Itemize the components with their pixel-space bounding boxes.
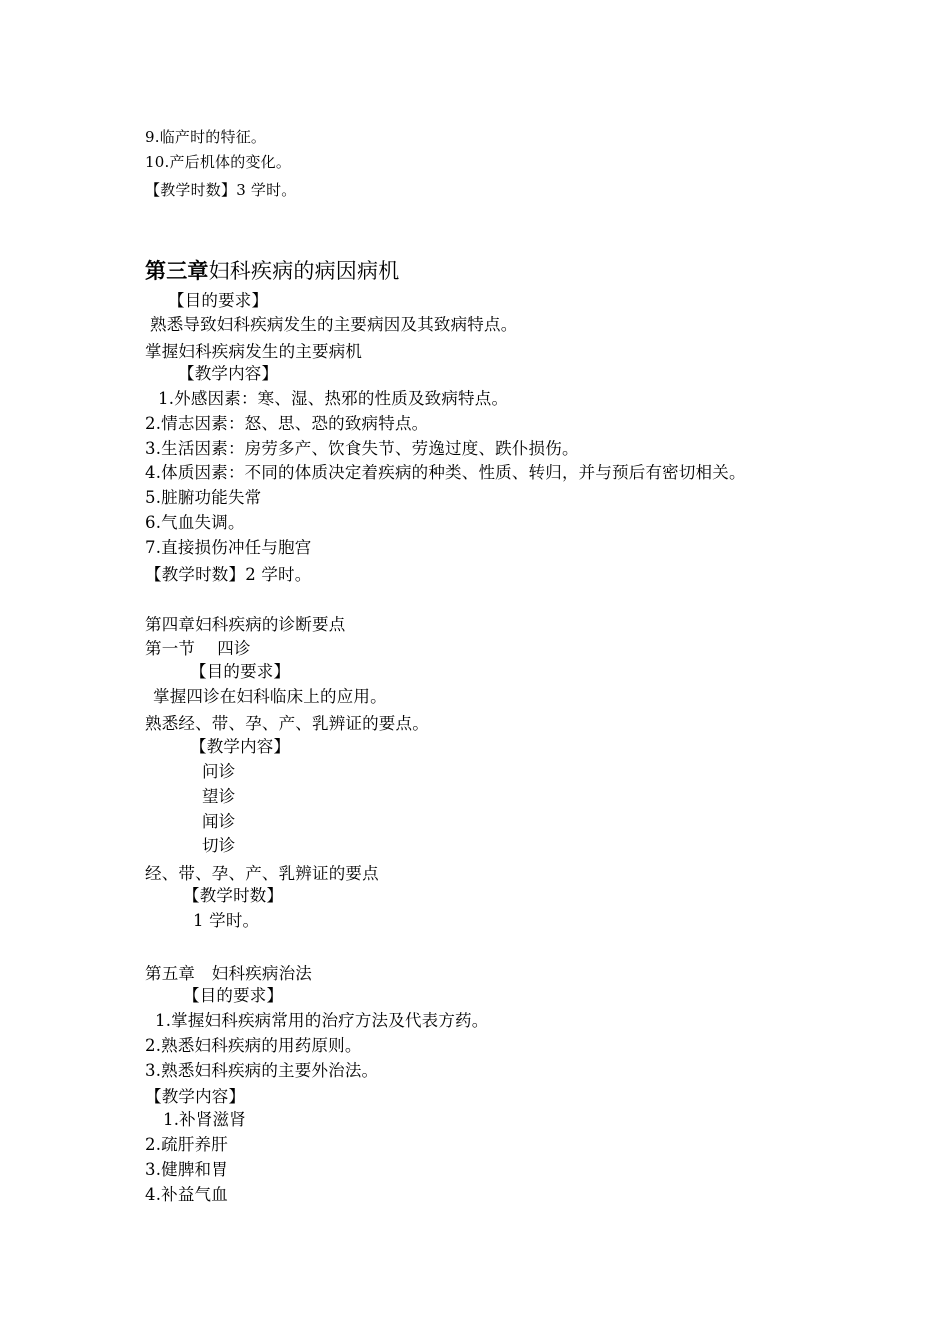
text-line: 掌握妇科疾病发生的主要病机 [145, 342, 363, 361]
list-item: 7.直接损伤冲任与胞宫 [145, 538, 312, 557]
text-line: 9.临产时的特征。 [145, 128, 267, 146]
list-item: 1.掌握妇科疾病常用的治疗方法及代表方药。 [155, 1011, 489, 1030]
list-item: 2.情志因素：怒、思、恐的致病特点。 [145, 414, 429, 433]
teaching-hours: 【教学时数】3 学时。 [145, 181, 297, 199]
list-item: 4.体质因素：不同的体质决定着疾病的种类、性质、转归，并与预后有密切相关。 [145, 463, 746, 482]
teaching-hours: 1 学时。 [193, 911, 260, 930]
list-item: 闻诊 [202, 812, 236, 831]
list-item: 5.脏腑功能失常 [145, 488, 262, 507]
list-item: 4.补益气血 [145, 1185, 228, 1204]
list-item: 3.健脾和胃 [145, 1160, 228, 1179]
list-item: 3.生活因素：房劳多产、饮食失节、劳逸过度、跌仆损伤。 [145, 439, 579, 458]
section-label: 【教学内容】 [190, 737, 291, 756]
text-line: 经、带、孕、产、乳辨证的要点 [145, 864, 379, 883]
list-item: 望诊 [202, 787, 236, 806]
list-item: 1.外感因素：寒、湿、热邪的性质及致病特点。 [158, 389, 509, 408]
chapter-5-heading: 第五章 妇科疾病治法 [145, 964, 312, 983]
text-line: 熟悉导致妇科疾病发生的主要病因及其致病特点。 [150, 315, 518, 334]
list-item: 2.熟悉妇科疾病的用药原则。 [145, 1036, 362, 1055]
list-item: 切诊 [202, 836, 236, 855]
chapter-title: 妇科疾病的病因病机 [208, 259, 400, 283]
section-label: 【目的要求】 [183, 986, 284, 1005]
list-item: 6.气血失调。 [145, 513, 245, 532]
section-label: 【教学时数】 [183, 886, 284, 905]
chapter-number: 第三章 [145, 259, 209, 283]
list-item: 问诊 [202, 762, 236, 781]
text-line: 10.产后机体的变化。 [145, 153, 292, 171]
list-item: 1.补肾滋肾 [163, 1110, 246, 1129]
list-item: 2.疏肝养肝 [145, 1135, 228, 1154]
list-item: 3.熟悉妇科疾病的主要外治法。 [145, 1061, 379, 1080]
chapter-4-heading: 第四章妇科疾病的诊断要点 [145, 615, 346, 634]
section-label: 【目的要求】 [190, 662, 291, 681]
section-label: 【目的要求】 [168, 291, 269, 310]
section-heading: 第一节 四诊 [145, 639, 251, 658]
teaching-hours: 【教学时数】2 学时。 [145, 565, 312, 584]
text-line: 熟悉经、带、孕、产、乳辨证的要点。 [145, 714, 429, 733]
text-line: 掌握四诊在妇科临床上的应用。 [153, 687, 387, 706]
section-label: 【教学内容】 [145, 1087, 246, 1106]
chapter-3-heading [145, 258, 399, 284]
section-label: 【教学内容】 [178, 364, 279, 383]
